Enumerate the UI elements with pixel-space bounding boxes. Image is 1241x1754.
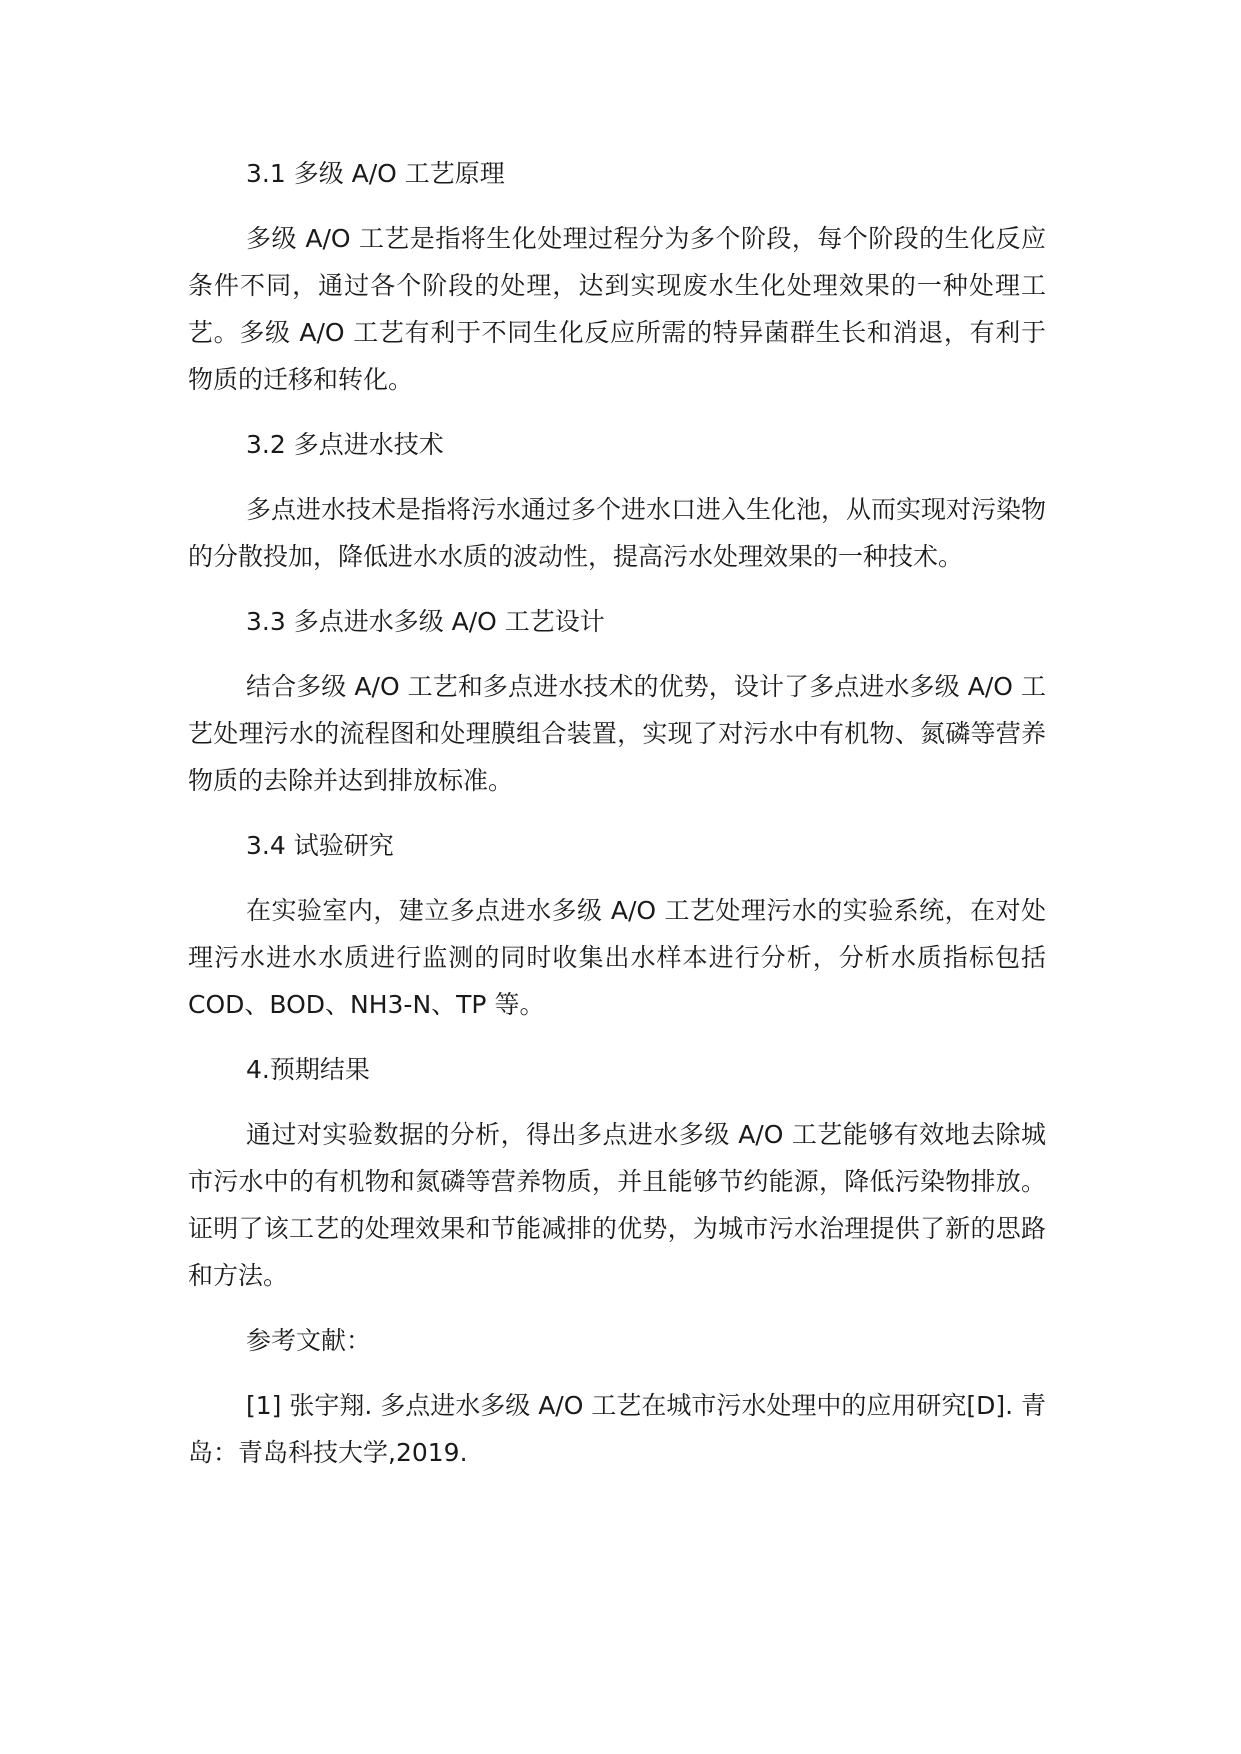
section-heading-3-2: 3.2 多点进水技术 (246, 430, 444, 459)
references-heading: 参考文献： (246, 1326, 372, 1355)
section-heading-3-4: 3.4 试验研究 (246, 831, 394, 860)
reference-item-1: [1] 张宇翔. 多点进水多级 A/O 工艺在城市污水处理中的应用研究[D]. 青岛：青岛科技大学,2019. (188, 1391, 1047, 1467)
section-heading-3-3: 3.3 多点进水多级 A/O 工艺设计 (246, 607, 605, 636)
section-body-4: 通过对实验数据的分析，得出多点进水多级 A/O 工艺能够有效地去除城市污水中的有机物和氮磷等营养物质，并且能够节约能源，降低污染物排放。证明了该工艺的处理效果和节能减排的优势，为城市污水治理提供了新的思路和方法。 (188, 1120, 1046, 1290)
section-body-3-2: 多点进水技术是指将污水通过多个进水口进入生化池，从而实现对污染物的分散投加，降低进水水质的波动性，提高污水处理效果的一种技术。 (188, 495, 1047, 571)
document-page (188, 150, 1046, 1476)
section-body-3-3: 结合多级 A/O 工艺和多点进水技术的优势，设计了多点进水多级 A/O 工艺处理污水的流程图和处理膜组合装置，实现了对污水中有机物、氮磷等营养物质的去除并达到排放标准。 (188, 672, 1046, 795)
section-heading-4: 4.预期结果 (246, 1055, 370, 1084)
section-body-3-1: 多级 A/O 工艺是指将生化处理过程分为多个阶段，每个阶段的生化反应条件不同，通过各个阶段的处理，达到实现废水生化处理效果的一种处理工艺。多级 A/O 工艺有利于不同生化反应所需的特异菌群生长和消退，有利于物质的迁移和转化。 (188, 224, 1046, 394)
section-body-3-4: 在实验室内，建立多点进水多级 A/O 工艺处理污水的实验系统，在对处理污水进水水质进行监测的同时收集出水样本进行分析，分析水质指标包括 COD、BOD、NH3-N、TP 等。 (188, 896, 1046, 1019)
section-heading-3-1: 3.1 多级 A/O 工艺原理 (246, 159, 505, 188)
